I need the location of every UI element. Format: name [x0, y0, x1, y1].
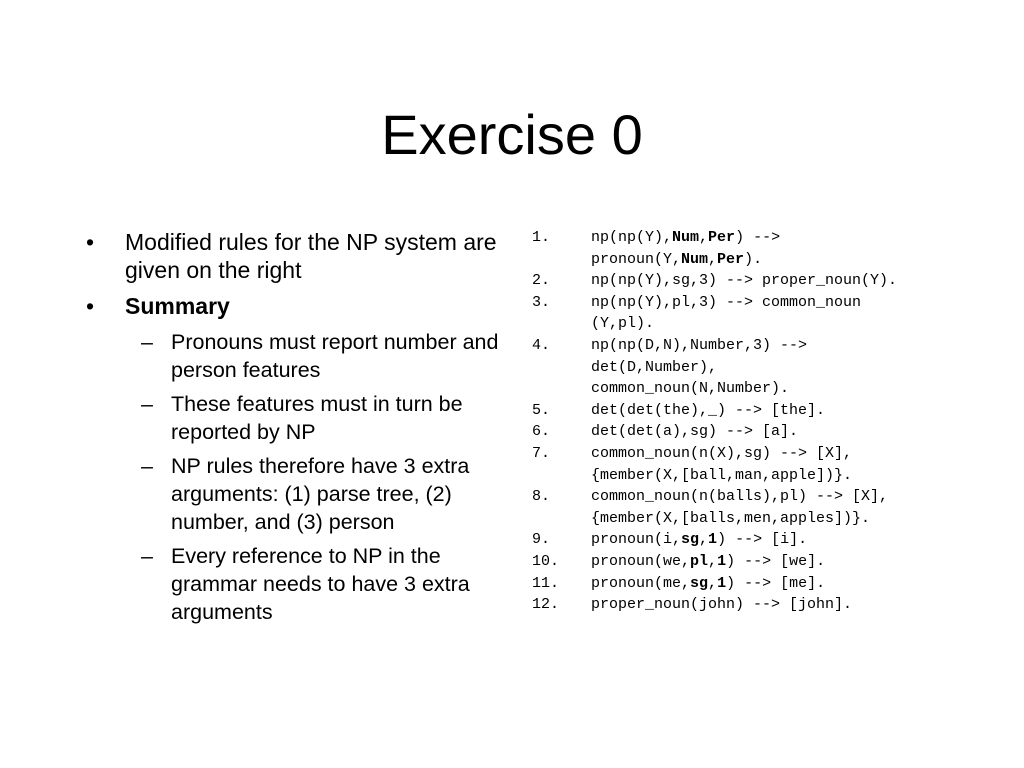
rule-text: common_noun(N,Number).: [591, 380, 790, 398]
rule-code: [591, 551, 1012, 573]
sub-bullet-item: [141, 542, 506, 626]
bullet-marker: •: [86, 229, 95, 255]
bullet-text-summary: Summary: [125, 293, 230, 319]
rule-text: ,: [708, 250, 718, 268]
sub-bullet-item: [141, 328, 506, 384]
grammar-rule: [532, 421, 1012, 443]
rule-line: [591, 313, 1012, 335]
rule-number: 2.: [532, 272, 551, 290]
rule-line: [591, 443, 1012, 465]
rule-line: [591, 270, 1012, 292]
dash-marker: –: [141, 544, 153, 568]
sub-bullet-text: NP rules therefore have 3 extra arguments: (1) parse tree, (2) number, and (3) person: [171, 454, 470, 534]
rule-code: [591, 335, 1012, 400]
rule-number: 4.: [532, 336, 551, 354]
rule-text: ,: [708, 574, 718, 592]
rule-feature-bold: Num: [672, 229, 700, 246]
rule-line: [591, 378, 1012, 400]
rule-line: [591, 292, 1012, 314]
rule-code: [591, 227, 1012, 270]
rule-line: [591, 486, 1012, 508]
rule-line: [591, 400, 1012, 422]
grammar-rule: [532, 486, 1012, 529]
rule-number: 6.: [532, 423, 551, 441]
rule-feature-bold: Num: [681, 250, 709, 268]
rule-text: ).: [744, 250, 763, 268]
sub-bullet-text: Pronouns must report number and person features: [171, 330, 499, 382]
rule-text: np(np(Y),sg,3) --> proper_noun(Y).: [591, 272, 898, 290]
sub-bullet-text: These features must in turn be reported by NP: [171, 392, 463, 444]
rule-number: 11.: [532, 574, 560, 592]
grammar-rule: [532, 443, 1012, 486]
rule-text: ,: [699, 229, 709, 246]
rule-text: ) --> [i].: [717, 531, 808, 549]
grammar-rule: [532, 335, 1012, 400]
rule-text: (Y,pl).: [591, 315, 655, 333]
rule-text: det(det(the),_) --> [the].: [591, 401, 826, 419]
rule-line: [591, 421, 1012, 443]
rule-number: 5.: [532, 401, 551, 419]
rule-text: pronoun(i,: [591, 531, 682, 549]
rule-number: 12.: [532, 596, 560, 614]
rule-text: det(det(a),sg) --> [a].: [591, 423, 799, 441]
bullet-marker: •: [86, 293, 95, 319]
rule-code: [591, 594, 1012, 616]
grammar-rule: [532, 400, 1012, 422]
bullet-item: [86, 292, 506, 320]
rule-code: [591, 421, 1012, 443]
rule-feature-bold: 1: [717, 552, 727, 570]
rule-code: [591, 270, 1012, 292]
bullet-list: [86, 228, 506, 632]
rule-code: [591, 400, 1012, 422]
grammar-rule: [532, 227, 1012, 270]
dash-marker: –: [141, 330, 153, 354]
rule-text: common_noun(n(balls),pl) --> [X],: [591, 488, 889, 506]
rule-number: 8.: [532, 488, 551, 506]
rule-text: ) --> [me].: [726, 574, 826, 592]
grammar-rule: [532, 292, 1012, 335]
rule-feature-bold: sg: [690, 574, 709, 592]
rule-code: [591, 443, 1012, 486]
rule-number: 3.: [532, 293, 551, 311]
dash-marker: –: [141, 392, 153, 416]
rule-code: [591, 529, 1012, 551]
rule-text: {member(X,[ball,man,apple])}.: [591, 466, 853, 484]
rule-feature-bold: pl: [690, 552, 709, 570]
rule-number: 7.: [532, 444, 551, 462]
rule-feature-bold: Per: [708, 229, 736, 246]
rule-feature-bold: 1: [708, 531, 718, 549]
rule-text: ) --> [we].: [726, 552, 826, 570]
rule-line: [591, 357, 1012, 379]
rule-feature-bold: 1: [717, 574, 727, 592]
rule-line: [591, 573, 1012, 595]
rule-line: [591, 465, 1012, 487]
rule-line: [591, 249, 1012, 271]
rule-text: common_noun(n(X),sg) --> [X],: [591, 444, 853, 462]
sub-bullet-item: [141, 390, 506, 446]
grammar-rule: [532, 270, 1012, 292]
rule-line: [591, 529, 1012, 551]
rule-text: ,: [699, 531, 709, 549]
bullet-text: Modified rules for the NP system are given on the right: [125, 229, 497, 283]
rule-number: 9.: [532, 531, 551, 549]
rule-text: np(np(Y),pl,3) --> common_noun: [591, 293, 862, 311]
rule-code: [591, 573, 1012, 595]
rule-text: ) -->: [735, 229, 781, 246]
sub-bullet-item: [141, 452, 506, 536]
rule-number: 1.: [532, 229, 551, 246]
rule-text: {member(X,[balls,men,apples])}.: [591, 509, 871, 527]
bullet-item: [86, 228, 506, 284]
dash-marker: –: [141, 454, 153, 478]
grammar-rule: [532, 573, 1012, 595]
grammar-rule: [532, 529, 1012, 551]
grammar-rules-list: [532, 227, 1012, 616]
rule-text: pronoun(Y,: [591, 250, 682, 268]
rule-feature-bold: Per: [717, 250, 745, 268]
rule-text: pronoun(we,: [591, 552, 691, 570]
grammar-rule: [532, 551, 1012, 573]
rule-text: np(np(D,N),Number,3) -->: [591, 336, 808, 354]
rule-line: [591, 594, 1012, 616]
rule-text: proper_noun(john) --> [john].: [591, 596, 853, 614]
rule-code: [591, 486, 1012, 529]
rule-line: [591, 551, 1012, 573]
slide-title: Exercise 0: [381, 103, 643, 166]
rule-feature-bold: sg: [681, 531, 700, 549]
rule-text: det(D,Number),: [591, 358, 718, 376]
rule-line: [591, 335, 1012, 357]
rule-text: pronoun(me,: [591, 574, 691, 592]
rule-text: ,: [708, 552, 718, 570]
rule-line: [591, 227, 1012, 249]
grammar-rule: [532, 594, 1012, 616]
rule-line: [591, 508, 1012, 530]
rule-text: np(np(Y),: [591, 229, 673, 246]
sub-bullet-text: Every reference to NP in the grammar needs to have 3 extra arguments: [171, 544, 470, 624]
rule-code: [591, 292, 1012, 335]
rule-number: 10.: [532, 552, 560, 570]
